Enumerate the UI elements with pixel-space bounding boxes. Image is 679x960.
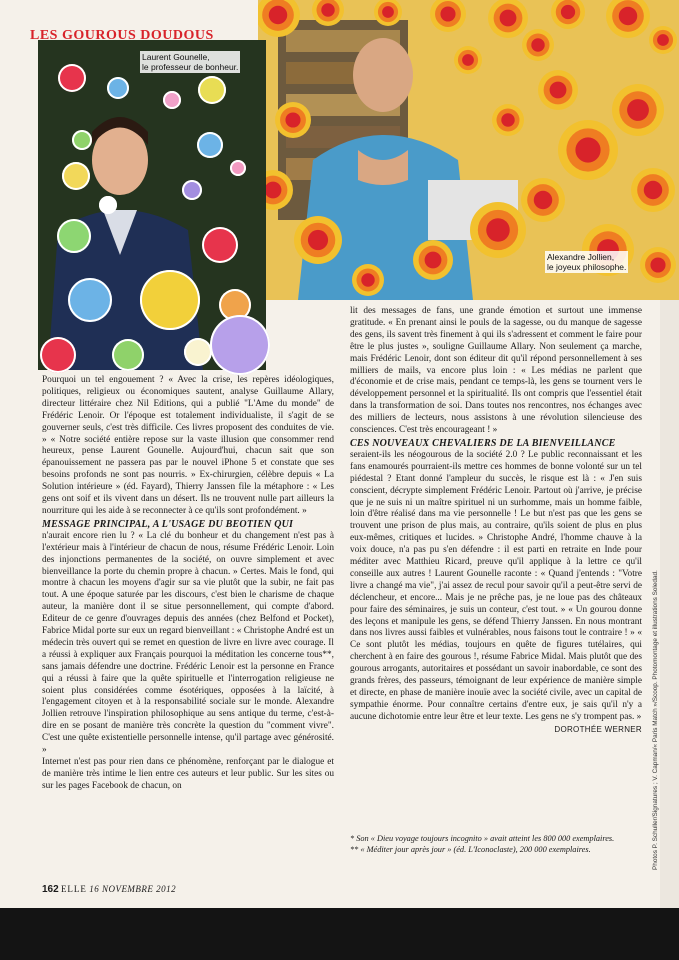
paragraph: n'aurait encore rien lu ? « La clé du bonheur et du changement n'est pas à l'extérieur mais à l'intérieur de chacun de nous, résume Frédéric Lenoir. Loin des injonctions permanentes de la société, on ouvre simplement et avec bienveillance la porte du chemin propre à chacun. » Certes. Mais le fond, qui montre à chacun les moyens d'agir sur sa vie plutôt que la subir, ne fait pas tout. A une époque saturée par les discours, c'est bien le charisme de chaque auteur, la manière dont il se situe personnellement, qui compte d'abord. Editeur de ce genre d'ouvrages depuis des années (chez Belfond et Pocket), Fabrice Midal porte sur eux un regard bienveillant : « Christophe André est un médecin très ouvert qui se remet en question de livre en livre avec courage. Il a réussi à expliquer aux Français pourquoi la méditation les concerne tous**, sans jamais défendre une doctrine. Frédéric Lenoir est la personne en France qui a réussi à faire que la quête spirituelle et l'interrogation religieuse ne soient plus considérées comme ésotériques, opposées à la laïcité, à l'engagement citoyen et à la responsabilité sociale sur le monde. Alexandre Jollien retrouve l'inspiration philosophique au sens antique du terme, c'est-à-dire en se posant de manière très concrète la question du "comment vivre". C'est une quête existentielle personnelle intense, qu'il partage avec générosité. » <box>42 530 334 756</box>
decorative-dot <box>99 196 117 214</box>
caption-gounelle-name: Laurent Gounelle, <box>142 52 210 62</box>
decorative-dot <box>202 227 238 263</box>
decorative-dot <box>308 230 328 250</box>
decorative-dot <box>486 218 510 242</box>
paragraph: Pourquoi un tel engouement ? « Avec la crise, les repères idéologiques, politiques, religieux ou économiques sautent, analyse Guillaume Allary, directeur littéraire chez Nil Editions, qui a publié "L'Ame du monde" de Frédéric Lenoir. Or l'époque est totalement individualiste, il s'agit de se gouverner seuls, c'est très difficile. Ces livres proposent des conduites de vie. » « Notre société entière repose sur la vaste illusion que consommer rend heureux, pense Laurent Gounelle. Aujourd'hui, chacun sait que son épanouissement ne passera pas par le nouvel iPhone 5 et constate que ses besoins profonds ne sont pas nourris. » Ex-chirurgien, célèbre depuis « La Solution intérieure » (éd. Fayard), Thierry Janssen file la métaphore : « Les gens ont soif et ils vivent dans un désert. Ils ne trouvent nulle part ailleurs la nourriture qui les aide à se reconnecter à ce qu'ils sont profondément. » <box>42 375 334 516</box>
decorative-dot <box>500 10 517 27</box>
decorative-dot <box>163 91 181 109</box>
decorative-dot <box>184 338 212 366</box>
decorative-dot <box>62 162 90 190</box>
caption-jollien-name: Alexandre Jollien, <box>547 252 615 262</box>
decorative-dot <box>382 6 394 18</box>
page-right-margin <box>660 300 679 908</box>
decorative-dot <box>197 132 223 158</box>
subheading: CES NOUVEAUX CHEVALIERS DE LA BIENVEILLANCE <box>350 437 616 449</box>
decorative-dot <box>265 182 282 199</box>
page-footer <box>42 884 176 895</box>
decorative-dot <box>140 270 200 330</box>
decorative-dot <box>230 160 246 176</box>
caption-gounelle <box>140 51 240 73</box>
article-column-right <box>350 306 642 736</box>
decorative-dot <box>440 6 455 21</box>
paragraph: Internet n'est pas pour rien dans ce phénomène, renforçant par le dialogue et de manière très intime le lien entre ces auteurs et leur public. Sur les sites ou sur les pages Facebook de chacun, on <box>42 757 334 791</box>
decorative-dot <box>501 113 514 126</box>
decorative-dot <box>627 99 649 121</box>
decorative-dot <box>561 5 575 19</box>
decorative-dot <box>425 252 442 269</box>
decorative-dot <box>550 82 567 99</box>
magazine-name: ELLE <box>60 884 87 894</box>
decorative-dot <box>650 257 665 272</box>
decorative-dot <box>40 337 76 373</box>
headline: LES GOUROUS DOUDOUS <box>30 28 214 43</box>
page-number: 162 <box>42 884 59 895</box>
decorative-dot <box>657 34 669 46</box>
decorative-dot <box>210 315 270 375</box>
decorative-dot <box>361 273 374 286</box>
decorative-dot <box>269 6 287 24</box>
decorative-dot <box>619 7 637 25</box>
decorative-dot <box>57 219 91 253</box>
decorative-dot <box>285 112 300 127</box>
footnotes <box>350 834 642 855</box>
decorative-dot <box>462 54 474 66</box>
decorative-dot <box>72 130 92 150</box>
footnote: ** « Méditer jour après jour » (éd. L'Iconoclaste), 200 000 exemplaires. <box>350 844 591 854</box>
decorative-dot <box>531 38 544 51</box>
paragraph <box>350 449 642 734</box>
decorative-dot <box>182 180 202 200</box>
decorative-dot <box>321 3 334 16</box>
decorative-dot <box>644 181 662 199</box>
decorative-dot <box>534 191 552 209</box>
decorative-dot <box>198 76 226 104</box>
decorative-dot <box>112 339 144 371</box>
decorative-dot <box>107 77 129 99</box>
decorative-dot <box>58 64 86 92</box>
footnote: * Son « Dieu voyage toujours incognito » avait atteint les 800 000 exemplaires. <box>350 834 615 843</box>
caption-gounelle-role: le professeur de bonheur. <box>142 62 239 72</box>
caption-jollien <box>545 251 628 273</box>
paragraph: lit des messages de fans, une grande émotion et surtout une immense gratitude. « En prenant ainsi le pouls de la sagesse, ou du manque de sagesse des gens, ils savent très finement à qui ils s'adressent et comment le faire pour être le plus justes », souligne Guillaume Allary. Non seulement ça marche, mais Frédéric Lenoir, dont son éditeur dit qu'il répond personnellement à ses milliers de mails, va encore plus loin : « Les médias ne parlent que d'économie et de crise mais, pendant ce temps-là, les gens se tournent vers le développement personnel et la spiritualité. Ils ont compris que l'essentiel était dans la transformation de soi. Dans toutes nos rencontres, nos échanges avec des milliers de lecteurs, nous assistons à une révolution silencieuse des consciences. C'est très encourageant ! » <box>350 306 642 436</box>
caption-jollien-role: le joyeux philosophe. <box>547 262 627 272</box>
article-column-left <box>42 375 334 793</box>
decorative-dot <box>68 278 112 322</box>
subheading: MESSAGE PRINCIPAL, A L'USAGE DU BEOTIEN QUI <box>42 518 294 530</box>
byline: DOROTHÉE WERNER <box>554 724 642 734</box>
issue-date: 16 NOVEMBRE 2012 <box>89 884 177 894</box>
paragraph-text: seraient-ils les néogourous de la société 2.0 ? Le public reconnaissant et les fans enamourés pourraient-ils mettre ces hommes de bonne volonté sur un tel piédestal ? Etant donné l'ampleur du succès, le risque est là : « J'en suis conscient, décrypte simplement Frédéric Lenoir. Partout où j'arrive, je précise que je ne suis ni un maître spirituel ni un surhomme, mais un homme faible, loin d'être réalisé dans ma vie personnelle ! Le but n'est pas que les gens se trouvent une prison de plus mais, au contraire, qu'ils soient de plus en plus eux-mêmes, critiques et lucides. » Christophe André, l'homme chauve à la voix douce, n'a pas pu s'en défendre : il est parti en retraite en Inde pour méditer avec Matthieu Ricard, preuve qu'il applique à la lettre ce qu'il conseille aux autres ! Laurent Gounelle raconte : « Quand j'entends : "Votre livre a changé ma vie", j'ai assez de recul pour savoir qu'il a peut-être servi de déclencheur, et encore... Mais je ne prêche pas, je ne loue pas des châteaux pour faire des séminaires, je suis un conteur, c'est tout. » « Un gourou donne des leçons et manipule les gens, se défend Thierry Janssen. En nous montrant dans nos livres aussi faibles et vulnérables, nous faisons tout le contraire ! » « Ce sont plutôt les médias, toujours en quête de figures tutélaires, qui cherchent à en faire des gourous !, résume Fabrice Midal. Mais plutôt que des gourous arrogants, autoritaires et possédant un savoir inabordable, ce sont des grands frères, des passeurs, témoignant de leur expérience de manière simple et directe, en phase de manière inouïe avec la société civile, avec un capital de sympathie énorme. Pour connaître certains d'entre eux, je sais qu'il n'y a aucune dichotomie entre leur être et leur texte. Les gens ne s'y trompent pas. » <box>350 449 642 722</box>
scan-edge-band <box>0 908 679 960</box>
decorative-dot <box>575 137 600 162</box>
photo-credit: Photos P. Schuller/Signatures ; V. Capman/« Paris Match »/Scoop. Photomontage et illustrations Soledad. <box>652 570 659 870</box>
